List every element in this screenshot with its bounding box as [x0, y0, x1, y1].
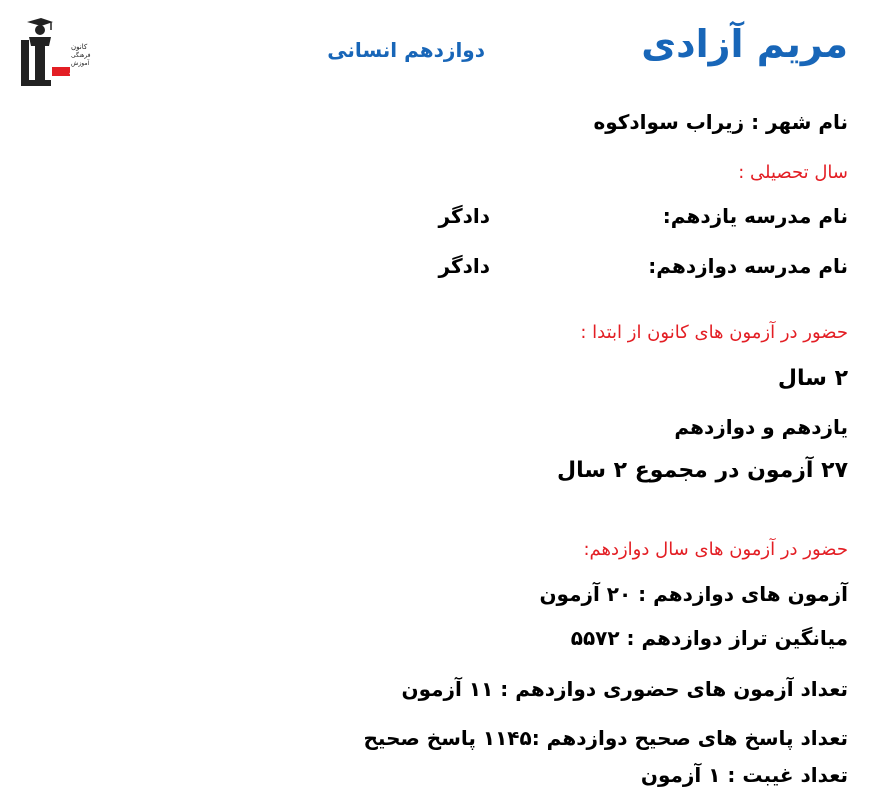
- logo-red-badge: [52, 67, 70, 76]
- grade12-correct-answers: تعداد پاسخ های صحیح دوازدهم :۱۱۴۵ پاسخ صحیح: [363, 726, 848, 750]
- grade12-absences: تعداد غیبت : ۱ آزمون: [640, 763, 848, 787]
- school-12-label: نام مدرسه دوازدهم:: [648, 254, 848, 278]
- grade-label: دوازدهم انسانی: [327, 38, 485, 62]
- years-count: ۲ سال: [777, 366, 848, 391]
- svg-text:کانون: کانون: [71, 43, 88, 51]
- attendance-since-start-heading: حضور در آزمون های کانون از ابتدا :: [580, 322, 848, 343]
- city-line: نام شهر : زیراب سوادکوه: [593, 110, 848, 134]
- student-name: مریم آزادی: [641, 22, 848, 66]
- school-11-value: دادگر: [438, 204, 490, 228]
- academic-year-label: سال تحصیلی :: [738, 162, 848, 183]
- grade12-average-score: میانگین تراز دوازدهم : ۵۵۷۲: [570, 626, 848, 650]
- grade12-exams: آزمون های دوازدهم : ۲۰ آزمون: [539, 582, 848, 606]
- svg-text:قلم چی: قلم چی: [69, 70, 87, 76]
- grade12-in-person-exams: تعداد آزمون های حضوری دوازدهم : ۱۱ آزمون: [401, 677, 848, 701]
- school-12-value: دادگر: [438, 254, 490, 278]
- svg-text:فرهنگی: فرهنگی: [71, 52, 91, 59]
- grades-attended: یازدهم و دوازدهم: [674, 415, 848, 439]
- school-11-label: نام مدرسه یازدهم:: [662, 204, 848, 228]
- svg-text:آموزش: آموزش: [71, 60, 90, 67]
- attendance-grade12-heading: حضور در آزمون های سال دوازدهم:: [583, 539, 848, 560]
- total-exams: ۲۷ آزمون در مجموع ۲ سال: [557, 458, 848, 483]
- graduation-cap-icon: [27, 18, 53, 26]
- kanoon-logo: [19, 18, 91, 88]
